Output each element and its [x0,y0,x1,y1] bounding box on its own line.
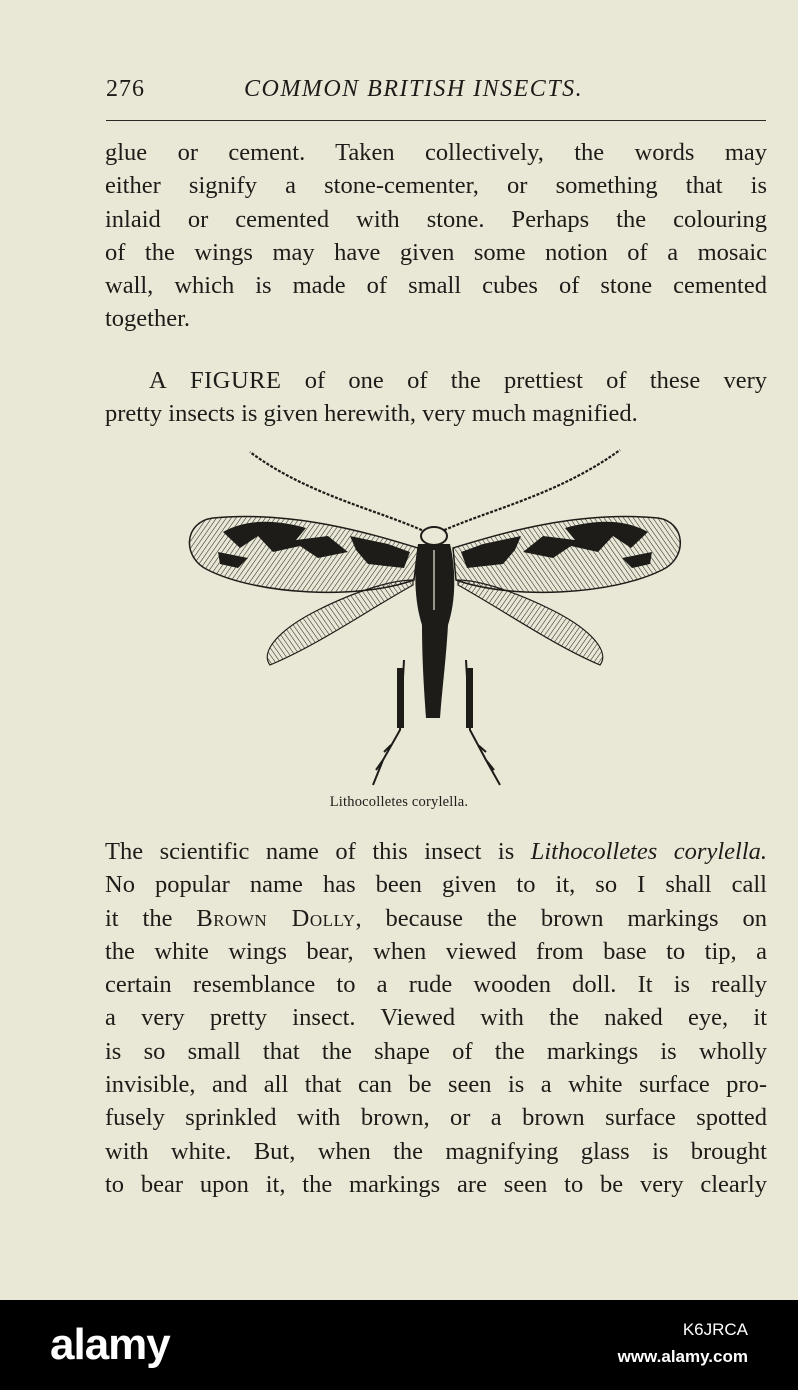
running-title: COMMON BRITISH INSECTS. [244,76,584,102]
text-line: a very pretty insect. Viewed with the naked eye, it [105,1004,767,1032]
text-line: wall, which is made of small cubes of stone cemented [105,272,767,300]
text-segment: , because the brown markings on [355,904,768,932]
right-leg-joint [466,668,473,728]
text-line: glue or cement. Taken collectively, the words may [105,139,767,166]
paragraph-intro [105,136,767,336]
page-number: 276 [106,76,145,102]
text-line: either signify a stone-cementer, or something that is [105,172,767,200]
text-lead: A [149,367,167,394]
text-line: together. [105,305,191,333]
moth-abdomen [422,625,448,718]
watermark-bar [0,1300,798,1390]
text-line: invisible, and all that can be seen is a white surface pro- [105,1071,767,1099]
moth-illustration [178,440,688,800]
text-line: inlaid or cemented with stone. Perhaps the colouring [105,205,767,233]
left-leg-joint [397,668,404,728]
image-id: K6JRCA [682,1320,748,1339]
text-line: with white. But, when the magnifying glass is brought [105,1137,767,1165]
small-caps-word: FIGURE [189,367,282,394]
moth-thorax [415,544,454,625]
text-segment: it the [105,904,197,932]
species-name: Lithocolletes corylella. [530,838,768,865]
text-line: fusely sprinkled with brown, or a brown surface spotted [105,1104,767,1132]
text-line: to bear upon it, the markings are seen to be very clearly [105,1170,767,1198]
text-line [105,902,767,935]
stock-url: www.alamy.com [617,1347,748,1366]
text-line: of the wings may have given some notion of a mosaic [105,238,767,266]
text-line: is so small that the shape of the markings is wholly [105,1037,767,1065]
text-line: certain resemblance to a rude wooden doll. It is really [105,971,767,999]
text-line: No popular name has been given to it, so I shall call [105,871,767,899]
text-segment: The scientific name of this insect is [105,838,531,865]
moth-head [421,527,447,545]
text-line [105,364,767,397]
paragraph-figure-intro [105,364,767,431]
text-line: the white wings bear, when viewed from base to tip, a [105,937,767,965]
common-name: Brown Dolly [196,904,356,932]
paragraph-description [105,835,767,1201]
text-line: pretty insects is given herewith, very much magnified. [105,400,638,428]
page-header [106,76,766,110]
header-rule [106,120,766,121]
text-segment: of one of the prettiest of these very [304,367,768,394]
text-line [105,835,767,868]
alamy-logo: alamy [50,1320,170,1369]
figure-caption: Lithocolletes corylella. [329,794,469,810]
